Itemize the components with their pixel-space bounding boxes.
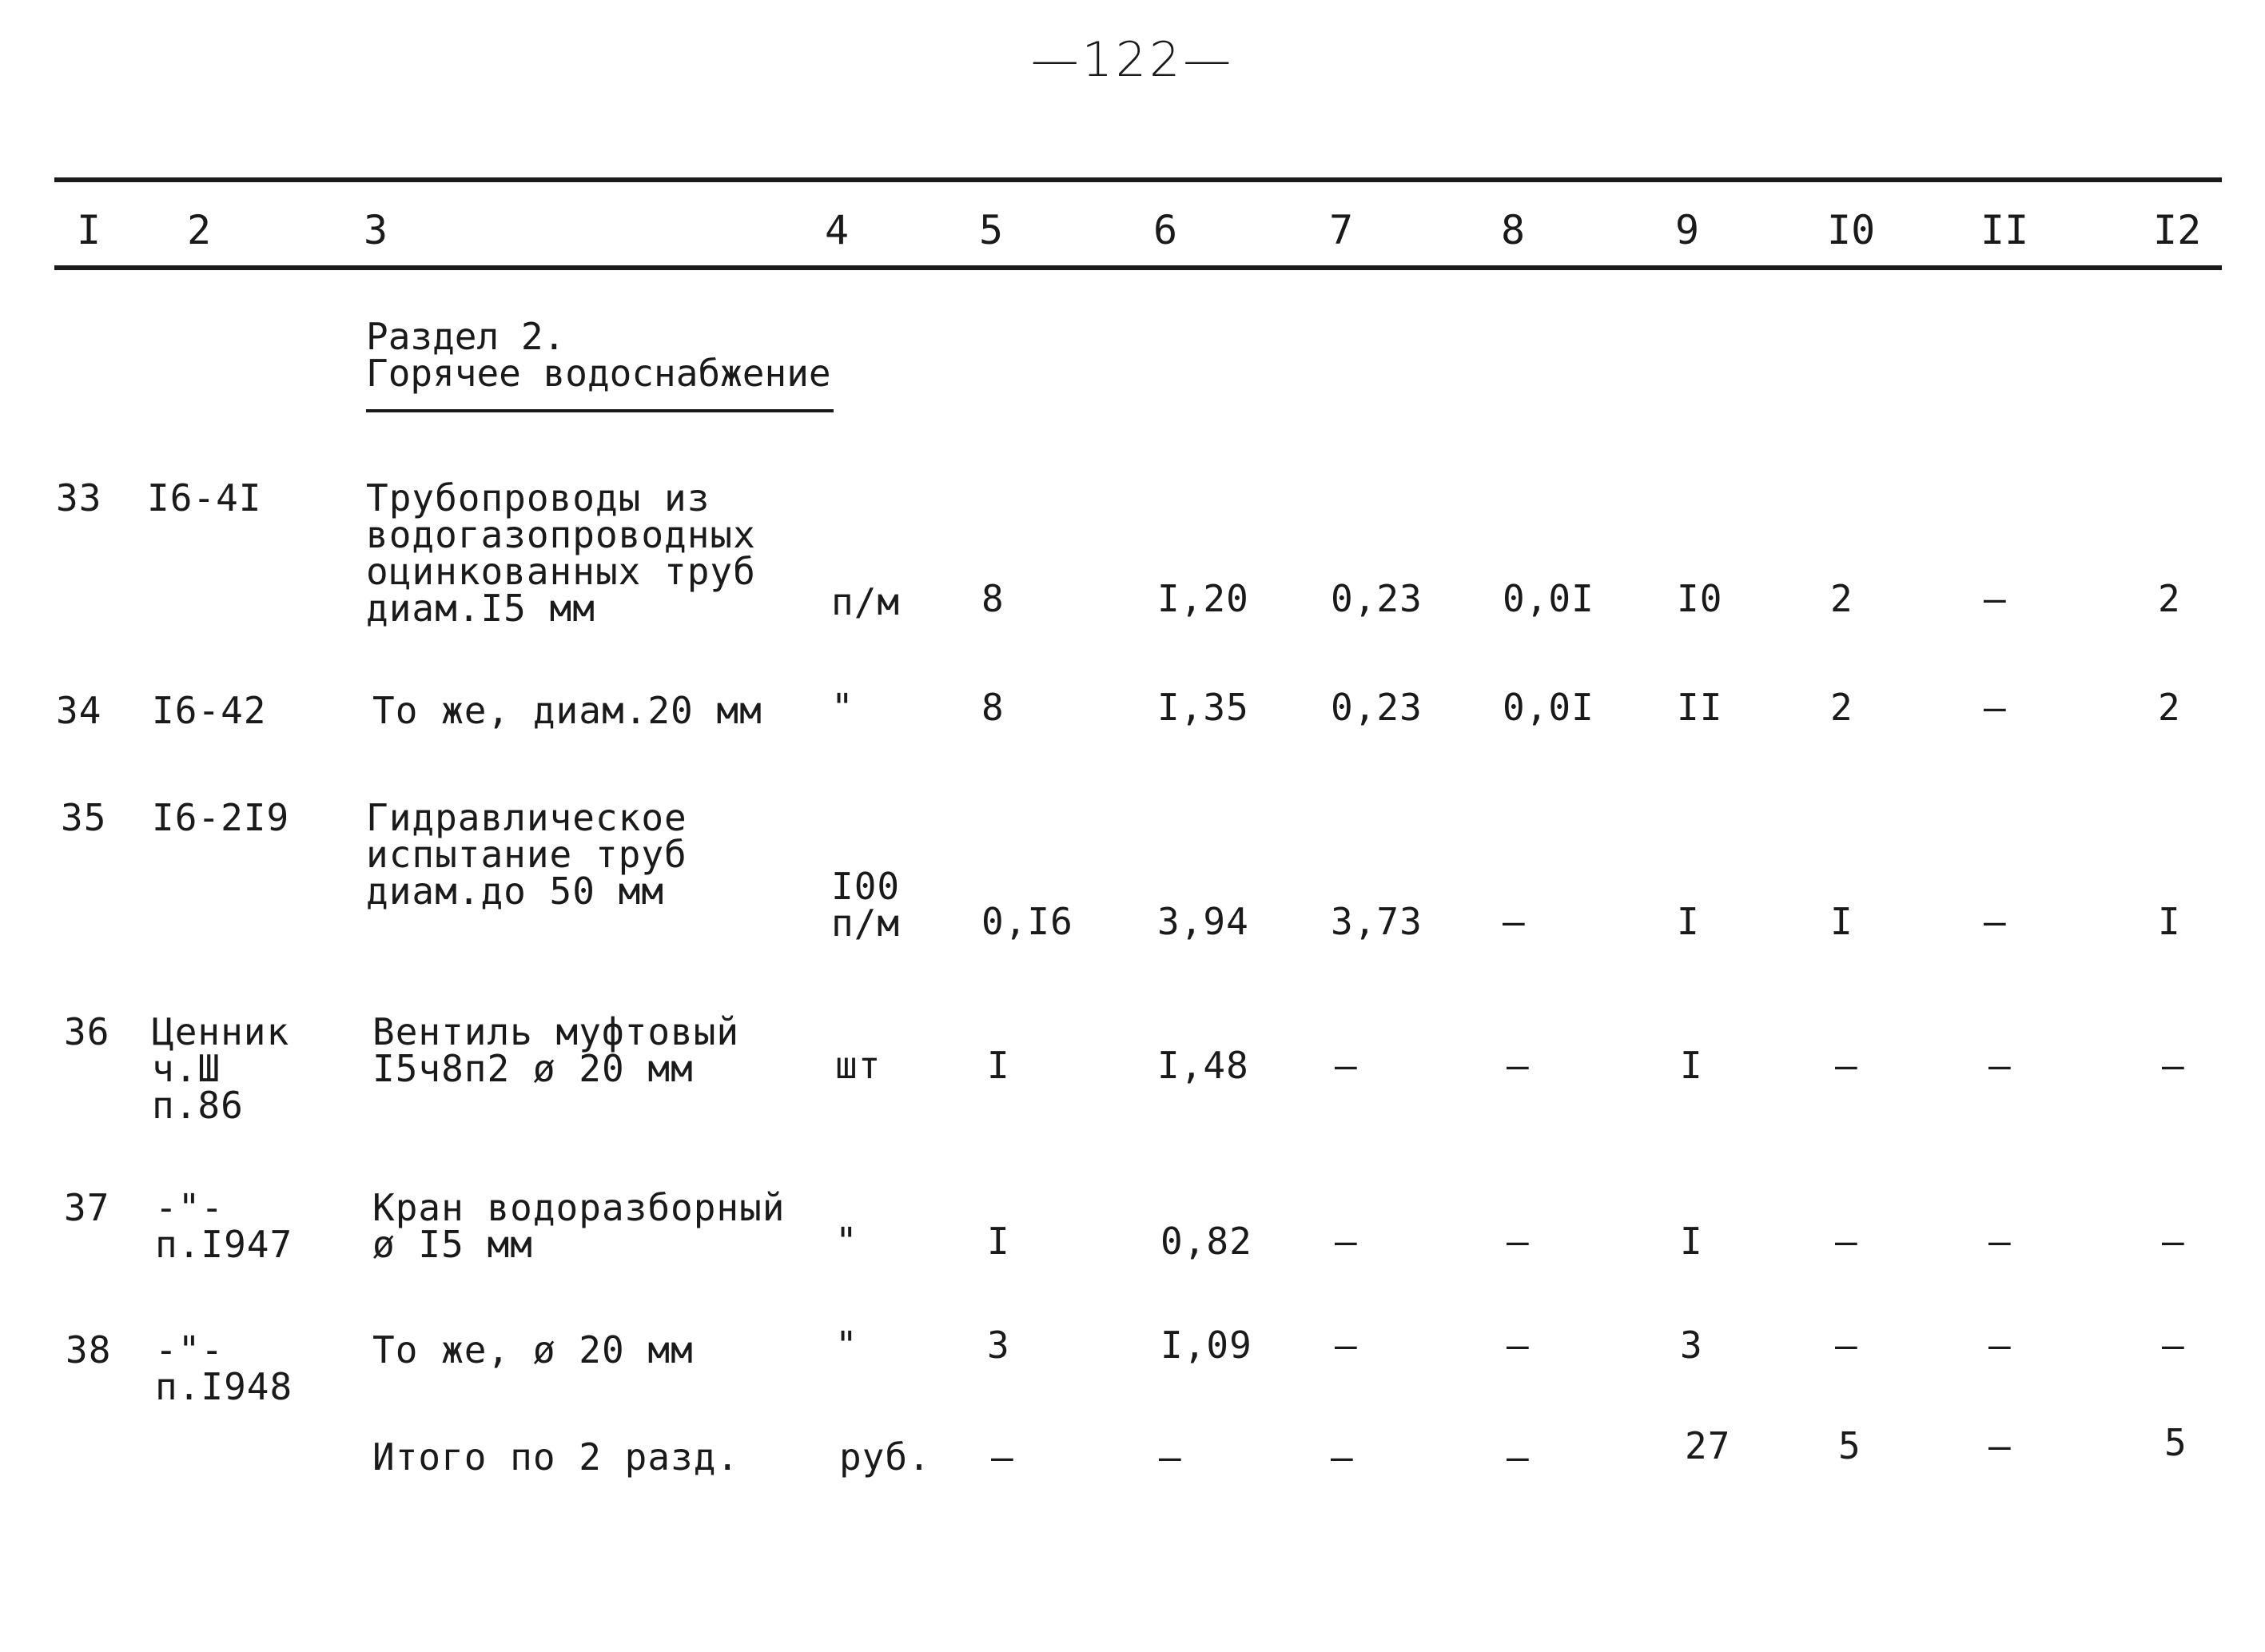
row-name: Трубопроводы из водогазопроводных оцинкованных труб диам.I5 мм (366, 476, 756, 630)
row-col9: 3 (1680, 1324, 1703, 1367)
row-number: 37 (64, 1186, 110, 1229)
row-col11: – (1984, 900, 2007, 943)
col-header-5: 5 (979, 207, 1004, 253)
row-col11: – (1988, 1324, 2012, 1367)
col-header-7: 7 (1329, 207, 1354, 253)
col-header-11: II (1980, 207, 2029, 253)
row-col6: I,35 (1157, 686, 1249, 729)
col-header-4: 4 (825, 207, 850, 253)
section-underline (366, 409, 834, 412)
row-col10: – (1835, 1220, 1858, 1263)
row-name: Вентиль муфтовый I5ч8п2 ø 20 мм (372, 1010, 740, 1090)
row-col6: 0,82 (1160, 1220, 1252, 1263)
col-header-8: 8 (1501, 207, 1526, 253)
row-col12: – (2162, 1044, 2185, 1087)
row-col11: – (1988, 1044, 2012, 1087)
row-col5: 0,I6 (981, 900, 1073, 943)
col-header-9: 9 (1675, 207, 1700, 253)
row-code: I6-4I (147, 476, 262, 519)
row-col9: I0 (1677, 577, 1723, 620)
row-col10: 2 (1830, 577, 1853, 620)
row-col10: – (1835, 1044, 1858, 1087)
row-col9: II (1677, 686, 1723, 729)
row-code: I6-2I9 (152, 796, 290, 839)
row-code: Ценник ч.Ш п.86 (152, 1010, 290, 1127)
row-col5: I (987, 1220, 1010, 1263)
total-unit: руб. (839, 1435, 931, 1479)
col-header-10: I0 (1827, 207, 1876, 253)
row-col12: I (2158, 900, 2181, 943)
row-unit: " (831, 686, 854, 729)
row-unit: шт (835, 1044, 882, 1087)
row-col6: 3,94 (1157, 900, 1249, 943)
row-name: Гидравлическое испытание труб диам.до 50 мм (366, 796, 687, 913)
section-title-line1: Раздел 2. (366, 315, 566, 358)
row-col10: I (1830, 900, 1853, 943)
section-title-line2: Горячее водоснабжение (366, 352, 831, 395)
total-col12: 5 (2164, 1421, 2187, 1464)
row-col8: – (1503, 900, 1526, 943)
row-col12: – (2162, 1220, 2185, 1263)
row-col8: – (1507, 1220, 1530, 1263)
row-name: То же, диам.20 мм (372, 689, 762, 732)
row-col6: I,09 (1160, 1324, 1252, 1367)
total-col11: – (1988, 1424, 2012, 1467)
col-header-12: I2 (2153, 207, 2202, 253)
total-label: Итого по 2 разд. (372, 1435, 740, 1479)
section-title (366, 315, 831, 395)
table-header-rule (54, 265, 2222, 270)
row-col7: 0,23 (1331, 686, 1423, 729)
row-col11: – (1984, 577, 2007, 620)
row-col7: – (1335, 1044, 1358, 1087)
row-unit: " (835, 1324, 858, 1367)
col-header-2: 2 (187, 207, 212, 253)
row-col10: – (1835, 1324, 1858, 1367)
total-col8: – (1507, 1435, 1530, 1479)
row-code: I6-42 (152, 689, 267, 732)
total-col7: – (1331, 1435, 1354, 1479)
row-code: -"- п.I947 (155, 1186, 293, 1266)
row-number: 33 (56, 476, 102, 519)
row-col7: 3,73 (1331, 900, 1423, 943)
table-top-rule (54, 177, 2222, 182)
row-col9: I (1677, 900, 1700, 943)
row-number: 38 (66, 1328, 112, 1371)
row-col8: 0,0I (1503, 686, 1594, 729)
row-col7: 0,23 (1331, 577, 1423, 620)
row-code: -"- п.I948 (155, 1328, 293, 1408)
row-unit: п/м (831, 580, 901, 623)
row-col10: 2 (1830, 686, 1853, 729)
row-col5: I (987, 1044, 1010, 1087)
row-col9: I (1680, 1220, 1703, 1263)
col-header-6: 6 (1153, 207, 1178, 253)
row-col7: – (1335, 1324, 1358, 1367)
page-number: —122— (1030, 32, 1235, 88)
row-col5: 8 (981, 577, 1005, 620)
total-col6: – (1159, 1435, 1182, 1479)
row-name: То же, ø 20 мм (372, 1328, 694, 1371)
row-col5: 3 (987, 1324, 1010, 1367)
row-unit: I00 п/м (831, 865, 901, 945)
row-col11: – (1988, 1220, 2012, 1263)
row-col9: I (1680, 1044, 1703, 1087)
row-col8: 0,0I (1503, 577, 1594, 620)
total-col9: 27 (1685, 1424, 1731, 1467)
row-col12: 2 (2158, 577, 2181, 620)
row-col8: – (1507, 1324, 1530, 1367)
row-col6: I,48 (1157, 1044, 1249, 1087)
row-col12: – (2162, 1324, 2185, 1367)
row-col6: I,20 (1157, 577, 1249, 620)
row-col12: 2 (2158, 686, 2181, 729)
col-header-1: I (77, 207, 102, 253)
row-name: Кран водоразборный ø I5 мм (372, 1186, 786, 1266)
row-col11: – (1984, 686, 2007, 729)
row-number: 36 (64, 1010, 110, 1053)
total-col5: – (991, 1435, 1014, 1479)
row-unit: " (835, 1220, 858, 1263)
row-number: 34 (56, 689, 102, 732)
row-col7: – (1335, 1220, 1358, 1263)
row-col5: 8 (981, 686, 1005, 729)
total-col10: 5 (1838, 1424, 1861, 1467)
row-number: 35 (61, 796, 107, 839)
col-header-3: 3 (364, 207, 388, 253)
row-col8: – (1507, 1044, 1530, 1087)
